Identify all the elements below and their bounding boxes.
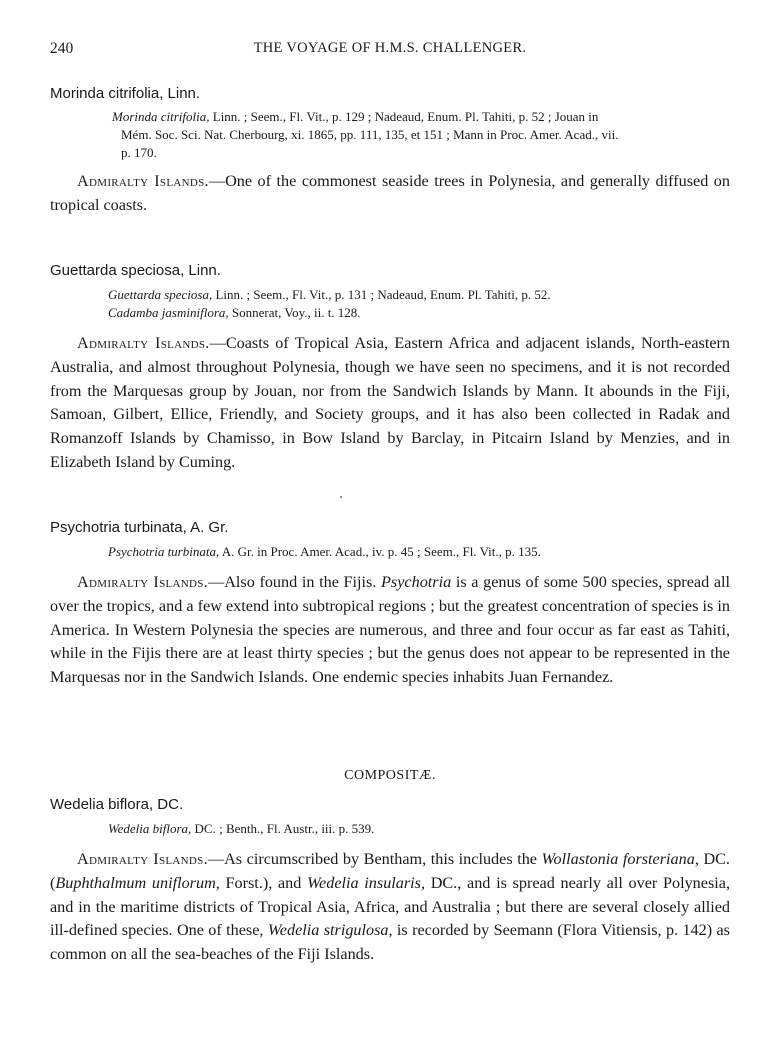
reference-line: Morinda citrifolia, Linn. ; Seem., Fl. Vit., p. 129 ; Nadeaud, Enum. Pl. Tahiti, p. 52 ; Jouan in [112,109,599,124]
print-speck [340,496,342,498]
species-name: Morinda citrifolia, Linn. [50,85,201,102]
page [50,40,731,964]
reference-line: p. 170. [121,145,157,160]
species-name: Guettarda speciosa, Linn. [50,262,221,279]
entry-guettarda [50,261,730,475]
references [50,543,730,561]
species-name: Psychotria turbinata, A. Gr. [50,519,229,536]
references [50,108,730,162]
references [50,286,730,322]
reference-line: Cadamba jasminiflora, Sonnerat, Voy., ii. t. 128. [108,305,361,320]
entry-morinda [50,84,730,218]
reference-line: Wedelia biflora, DC. ; Benth., Fl. Austr., iii. p. 539. [108,821,375,836]
references [50,820,730,838]
entry-wedelia [50,795,730,967]
reference-line: Psychotria turbinata, A. Gr. in Proc. Amer. Acad., iv. p. 45 ; Seem., Fl. Vit., p. 135. [108,544,541,559]
body-paragraph: Admiralty Islands.—Coasts of Tropical Asia, Eastern Africa and adjacent islands, North-eastern Australia, and almost throughout Polynesia, though we have seen no specimens, and it is not recorded from the Marquesas group by Jouan, nor from the Sandwich Islands by Mann. It abounds in the Fiji, Samoan, Gilbert, Ellice, Friendly, and Society groups, and it has also been collected in Radak and Romanzoff Islands by Chamisso, in Bow Island by Barclay, in Pitcairn Island by Menzies, and in Elizabeth Island by Cuming. [50,334,731,471]
reference-line: Mém. Soc. Sci. Nat. Cherbourg, xi. 1865, pp. 111, 135, et 151 ; Mann in Proc. Amer. Acad., vii. [121,127,619,142]
page-number: 240 [50,40,74,57]
section-heading: COMPOSITÆ. [344,768,436,783]
body-paragraph: Admiralty Islands.—One of the commonest seaside trees in Polynesia, and generally diffused on tropical coasts. [50,172,730,214]
entry-psychotria [50,518,730,690]
species-name: Wedelia biflora, DC. [50,796,184,813]
body-paragraph: Admiralty Islands.—Also found in the Fijis. Psychotria is a genus of some 500 species, spread all over the tropics, and a few extend into subtropical regions ; but the greatest concentration of species is in America. In Western Polynesia the species are numerous, and three and four occur as far east as Tahiti, while in the Fijis there are at least thirty species ; but the genus does not appear to be represented in the Marquesas nor in the Sandwich Islands. One endemic species inhabits Juan Fernandez. [50,573,730,687]
running-title: THE VOYAGE OF H.M.S. CHALLENGER. [253,40,527,56]
body-paragraph: Admiralty Islands.—As circumscribed by Bentham, this includes the Wollastonia forsteriana, DC. (Buphthalmum uniflorum, Forst.), and Wedelia insularis, DC., and is spread nearly all over Polynesia, and in the maritime districts of Tropical Asia, Africa, and Australia ; but there are several closely allied ill-defined species. One of these, Wedelia strigulosa, is recorded by Seemann (Flora Vitiensis, p. 142) as common on all the sea-beaches of the Fiji Islands. [50,850,730,964]
running-header [50,40,730,66]
reference-line: Guettarda speciosa, Linn. ; Seem., Fl. Vit., p. 131 ; Nadeaud, Enum. Pl. Tahiti, p. 52. [108,287,551,302]
